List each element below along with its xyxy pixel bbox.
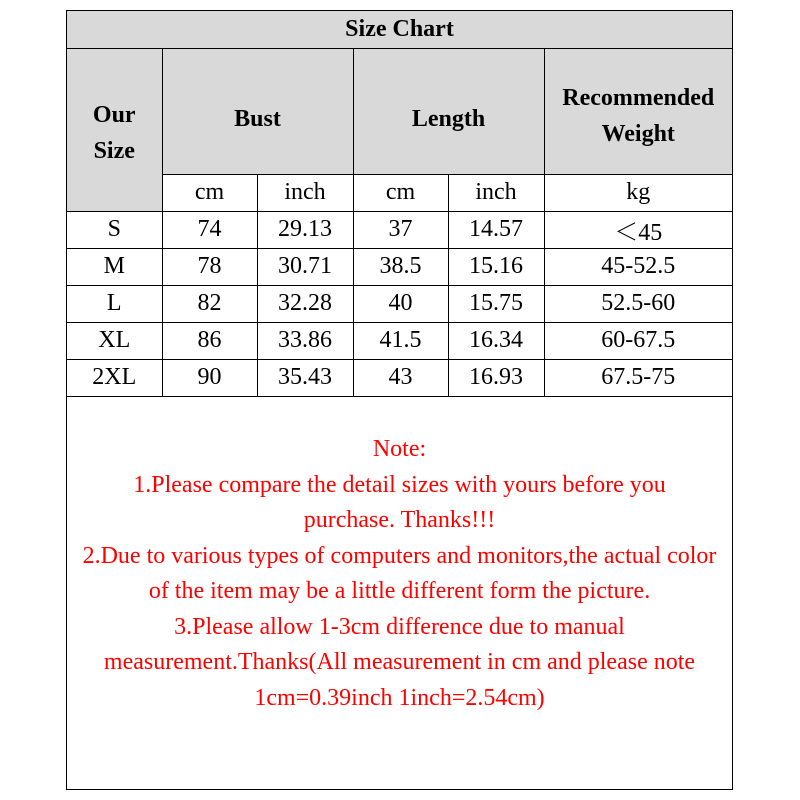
header-our-size: [67, 48, 162, 211]
bust-inch-cell: 33.86: [257, 322, 353, 359]
length-inch-cell: 16.93: [448, 359, 544, 396]
weight-cell: 52.5-60: [544, 285, 732, 322]
unit-bust-cm: cm: [162, 174, 257, 211]
length-cm-cell: 40: [353, 285, 448, 322]
size-cell: S: [67, 211, 162, 248]
unit-length-cm: cm: [353, 174, 448, 211]
header-bust: Bust: [162, 48, 353, 174]
size-chart-table: [67, 11, 732, 397]
bust-cm-cell: 74: [162, 211, 257, 248]
length-inch-cell: 15.75: [448, 285, 544, 322]
length-inch-cell: 15.16: [448, 248, 544, 285]
bust-cm-cell: 82: [162, 285, 257, 322]
length-cm-cell: 37: [353, 211, 448, 248]
unit-bust-inch: inch: [257, 174, 353, 211]
length-cm-cell: 43: [353, 359, 448, 396]
table-row: [67, 359, 732, 396]
unit-length-inch: inch: [448, 174, 544, 211]
size-cell: XL: [67, 322, 162, 359]
bust-cm-cell: 90: [162, 359, 257, 396]
size-cell: M: [67, 248, 162, 285]
header-length: Length: [353, 48, 544, 174]
note-1: 1.Please compare the detail sizes with yours before you purchase. Thanks!!!: [133, 471, 666, 533]
length-inch-cell: 16.34: [448, 322, 544, 359]
weight-cell: 67.5-75: [544, 359, 732, 396]
bust-inch-cell: 35.43: [257, 359, 353, 396]
bust-inch-cell: 30.71: [257, 248, 353, 285]
table-row: [67, 248, 732, 285]
unit-row: [67, 174, 732, 211]
table-row: [67, 285, 732, 322]
note-3: 3.Please allow 1-3cm difference due to manual measurement.Thanks(All measurement in cm and please note 1cm=0.39inch 1inch=2.54cm): [103, 613, 696, 711]
bust-inch-cell: 29.13: [257, 211, 353, 248]
note-2: 2.Due to various types of computers and monitors,the actual color of the item may be a little different form the picture.: [82, 542, 717, 604]
weight-cell: 60-67.5: [544, 322, 732, 359]
length-cm-cell: 41.5: [353, 322, 448, 359]
weight-cell: ＜45: [544, 211, 732, 248]
bust-inch-cell: 32.28: [257, 285, 353, 322]
header-recommended-weight: [544, 48, 732, 174]
length-inch-cell: 14.57: [448, 211, 544, 248]
weight-cell: 45-52.5: [544, 248, 732, 285]
table-row: [67, 322, 732, 359]
header-row: [67, 48, 732, 174]
note-heading: Note:: [372, 436, 427, 462]
table-row: [67, 211, 732, 248]
size-cell: 2XL: [67, 359, 162, 396]
size-chart-frame: [66, 10, 733, 790]
chart-title: Size Chart: [67, 11, 732, 48]
header-weight-text: Recommended Weight: [562, 84, 715, 147]
length-cm-cell: 38.5: [353, 248, 448, 285]
size-cell: L: [67, 285, 162, 322]
bust-cm-cell: 86: [162, 322, 257, 359]
title-row: [67, 11, 732, 48]
bust-cm-cell: 78: [162, 248, 257, 285]
unit-weight-kg: kg: [544, 174, 732, 211]
header-our-size-text: Our Size: [92, 101, 136, 164]
notes-section: [67, 395, 732, 716]
